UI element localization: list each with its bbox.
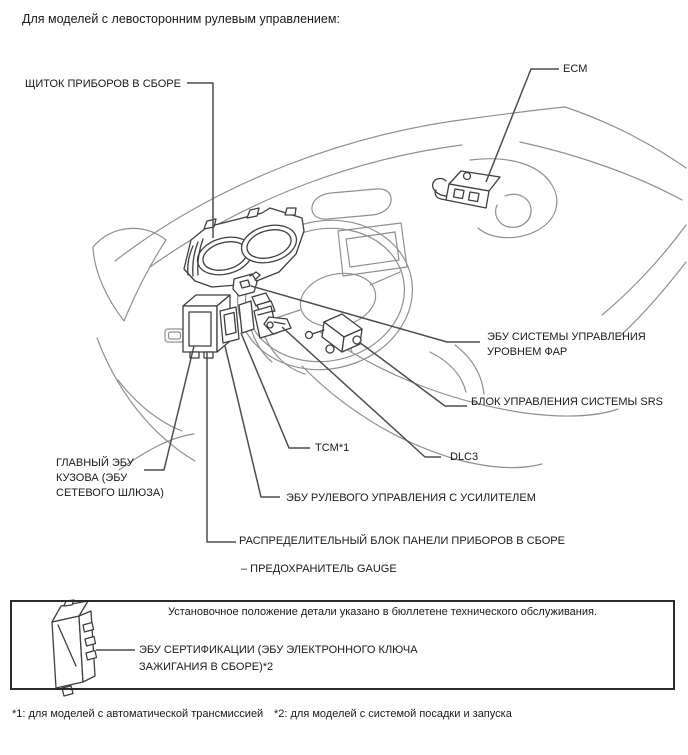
label-certification-ecu-line1: ЭБУ СЕРТИФИКАЦИИ (ЭБУ ЭЛЕКТРОННОГО КЛЮЧА bbox=[139, 644, 418, 656]
label-headlight-level-ecu bbox=[487, 330, 646, 360]
label-ecm: ECM bbox=[563, 63, 588, 75]
leader-ecm bbox=[486, 69, 559, 182]
label-instrument-cluster: ЩИТОК ПРИБОРОВ В СБОРЕ bbox=[25, 78, 181, 90]
label-main-body-ecu-line3: СЕТЕВОГО ШЛЮЗА) bbox=[56, 487, 164, 499]
leader-headlight-level-ecu bbox=[251, 286, 480, 342]
footnote-entry-start: *2: для моделей с системой посадки и запуска bbox=[274, 708, 512, 720]
car-body-art bbox=[93, 107, 686, 470]
label-main-body-ecu bbox=[56, 456, 164, 501]
label-headlight-level-ecu-line2: УРОВНЕМ ФАР bbox=[487, 346, 568, 358]
page-heading: Для моделей с левосторонним рулевым управлением: bbox=[22, 12, 340, 26]
ecm-drawing bbox=[433, 171, 500, 208]
leader-power-steering-ecu bbox=[225, 346, 280, 497]
label-power-steering-ecu: ЭБУ РУЛЕВОГО УПРАВЛЕНИЯ С УСИЛИТЕЛЕМ bbox=[286, 492, 536, 504]
label-gauge-fuse: – ПРЕДОХРАНИТЕЛЬ GAUGE bbox=[241, 563, 397, 575]
label-certification-ecu bbox=[139, 642, 418, 676]
label-certification-ecu-line2: ЗАЖИГАНИЯ В СБОРЕ)*2 bbox=[139, 661, 274, 673]
leader-main-body-ecu bbox=[144, 346, 194, 470]
leader-instrument-cluster bbox=[187, 83, 213, 238]
bulletin-note-text: Установочное положение детали указано в бюллетене технического обслуживания. bbox=[168, 606, 598, 618]
label-tcm: TCM*1 bbox=[315, 442, 350, 454]
label-dlc3: DLC3 bbox=[450, 451, 479, 463]
srs-unit-drawing bbox=[306, 314, 363, 353]
leader-junction-block bbox=[207, 352, 236, 542]
footnote-automatic-transmission: *1: для моделей с автоматической трансмиссией bbox=[12, 708, 264, 720]
label-main-body-ecu-line1: ГЛАВНЫЙ ЭБУ bbox=[56, 457, 134, 469]
instrument-cluster-drawing bbox=[184, 208, 304, 287]
label-srs-unit: БЛОК УПРАВЛЕНИЯ СИСТЕМЫ SRS bbox=[471, 396, 663, 408]
label-headlight-level-ecu-line1: ЭБУ СИСТЕМЫ УПРАВЛЕНИЯ bbox=[487, 331, 646, 343]
label-main-body-ecu-line2: КУЗОВА (ЭБУ bbox=[56, 472, 128, 484]
label-junction-block: РАСПРЕДЕЛИТЕЛЬНЫЙ БЛОК ПАНЕЛИ ПРИБОРОВ В СБОРЕ bbox=[239, 535, 565, 547]
leader-dlc3 bbox=[282, 327, 441, 457]
